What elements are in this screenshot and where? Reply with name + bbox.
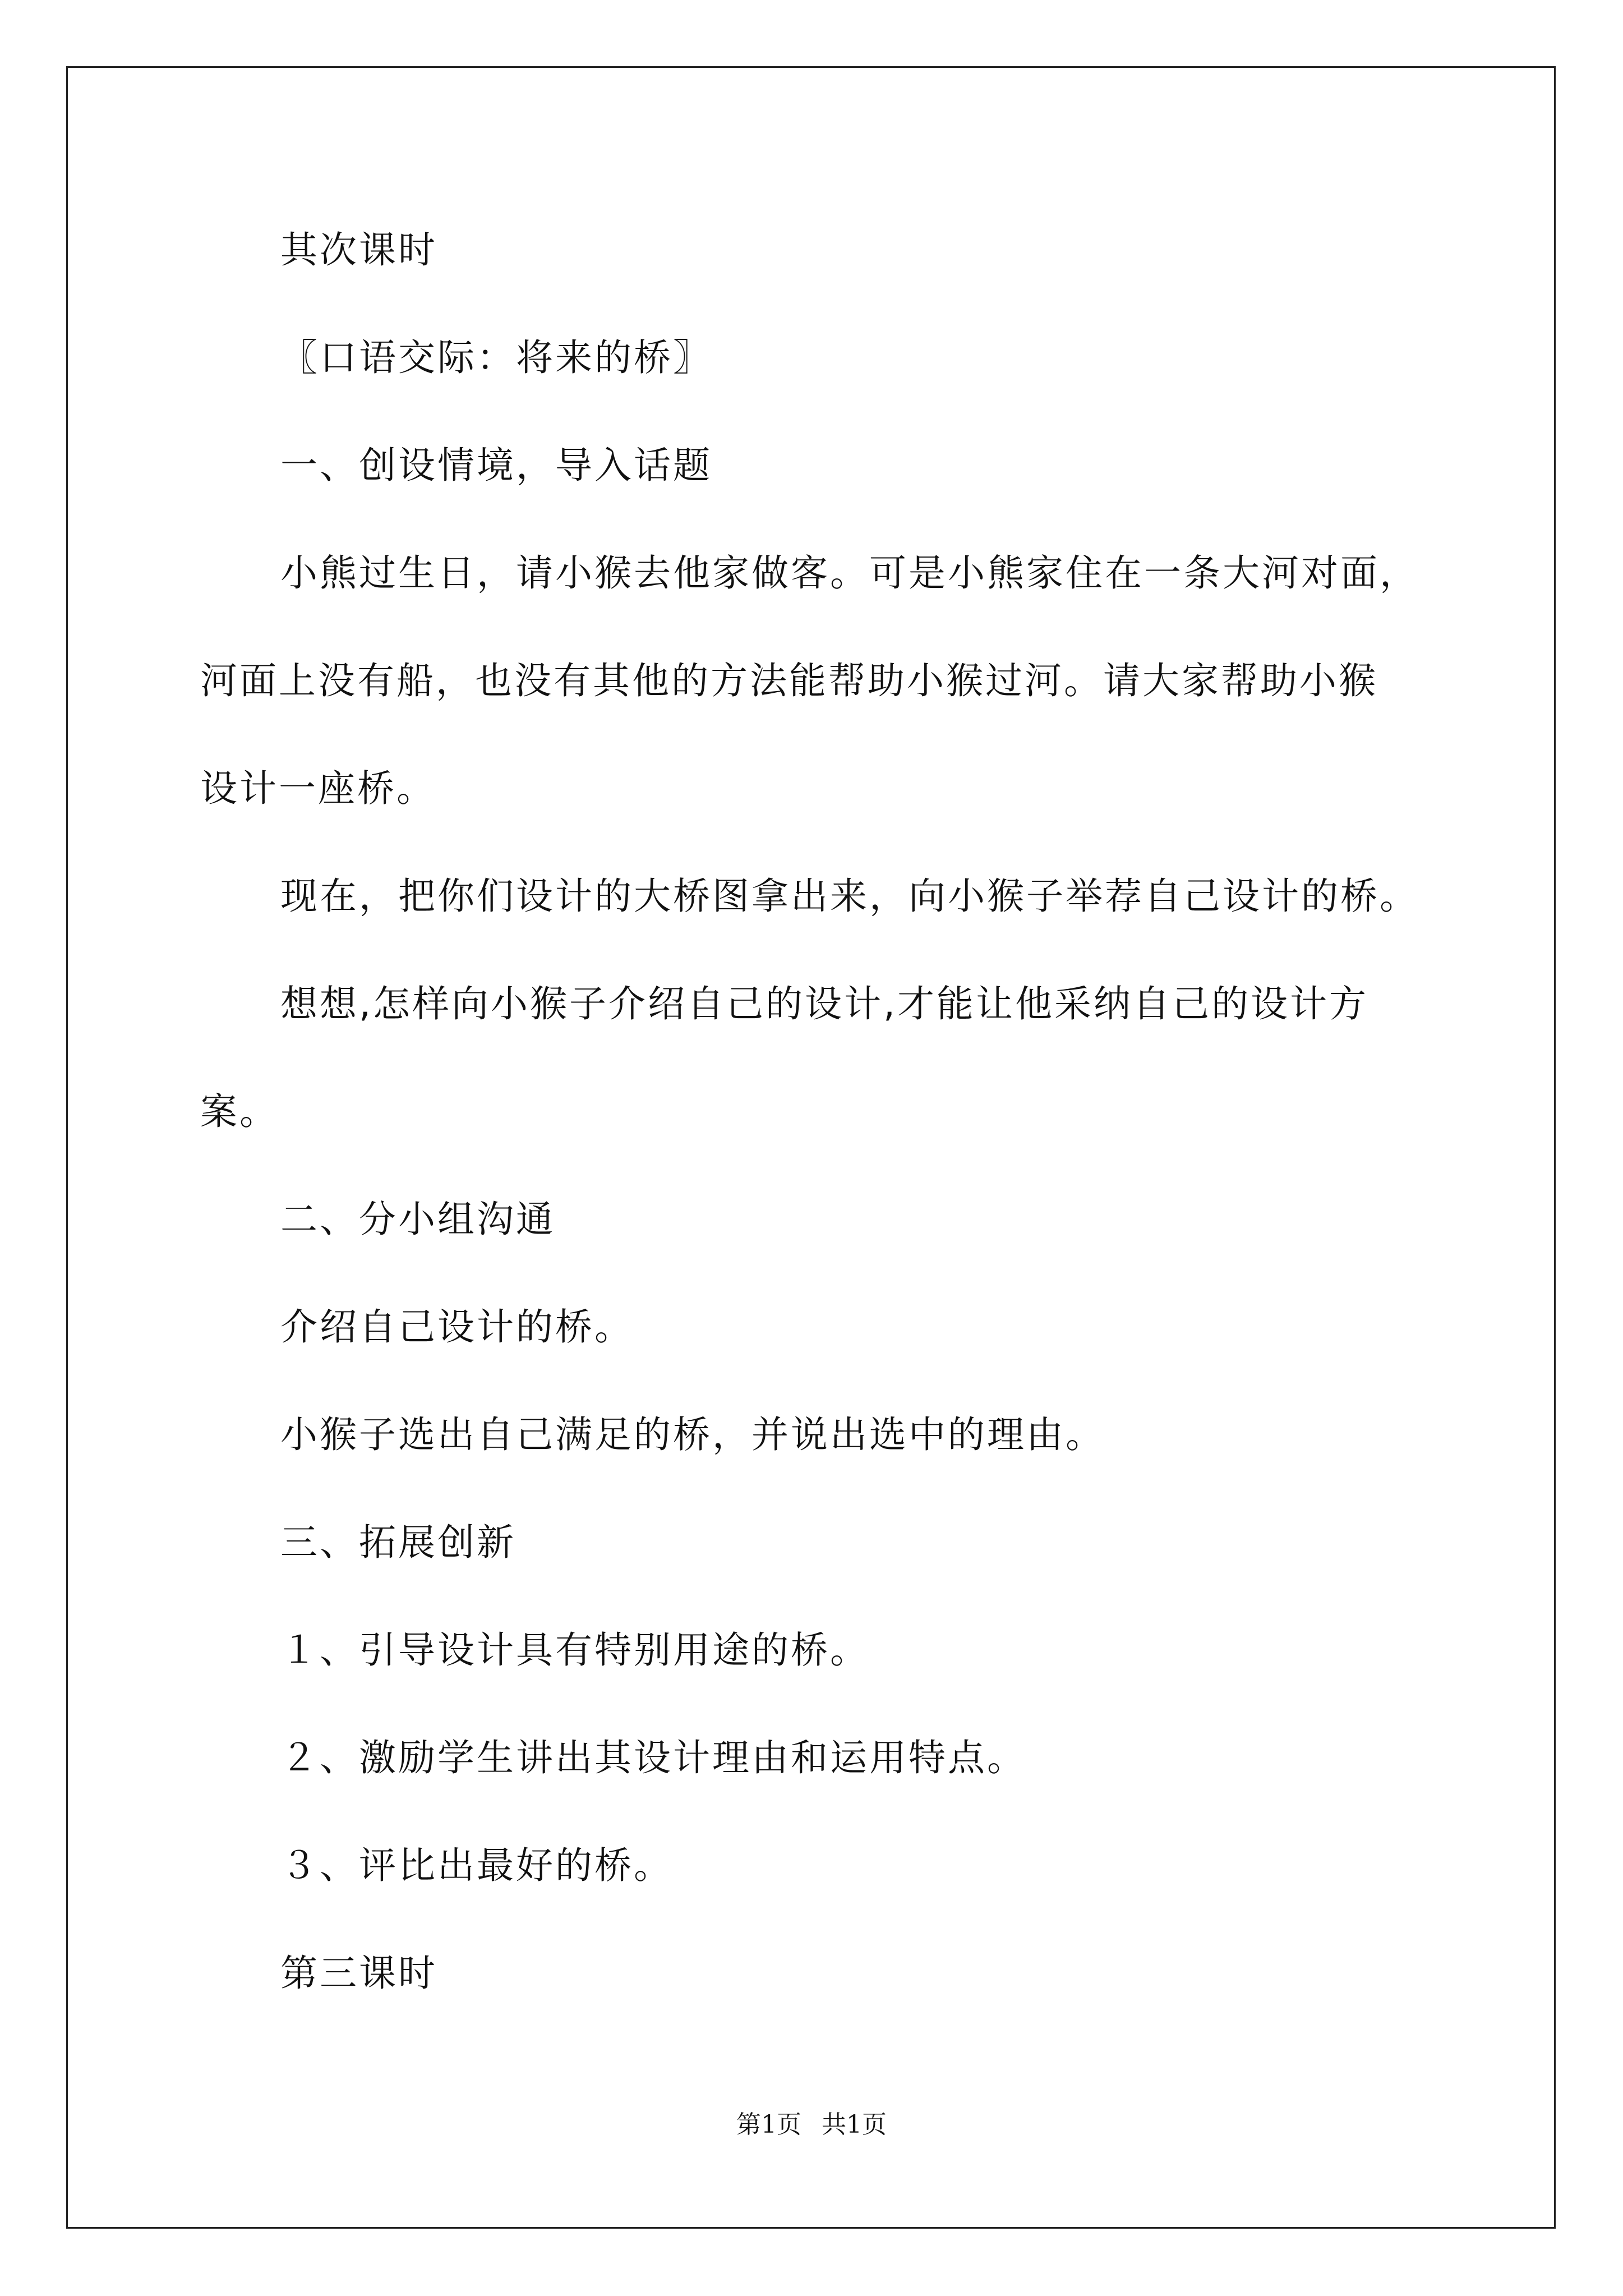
paragraph-line: 介绍自己设计的桥。 (280, 1305, 634, 1349)
section-heading-second-lesson: 其次课时 (280, 228, 437, 272)
paragraph-line: 现在，把你们设计的大桥图拿出来，向小猴子举荐自己设计的桥。 (280, 875, 1419, 918)
paragraph-line: 小猴子选出自己满足的桥，并说出选中的理由。 (280, 1413, 1105, 1456)
list-item: ３、评比出最好的桥。 (280, 1844, 673, 1887)
page-number-total: 共1页 (822, 2110, 887, 2139)
step-heading-1: 一、创设情境，导入话题 (280, 444, 712, 487)
list-item: １、引导设计具有特别用途的桥。 (280, 1628, 869, 1672)
section-heading-third-lesson: 第三课时 (280, 1952, 437, 1995)
paragraph-line: 河面上没有船，也没有其他的方法能帮助小猴过河。请大家帮助小猴 (200, 659, 1378, 702)
page-footer (0, 2110, 1623, 2139)
paragraph-line: 想想,怎样向小猴子介绍自己的设计,才能让他采纳自己的设计方 (280, 982, 1368, 1025)
list-item: ２、激励学生讲出其设计理由和运用特点。 (280, 1736, 1026, 1779)
paragraph-line: 案。 (200, 1090, 279, 1133)
page-number-current: 第1页 (736, 2110, 801, 2139)
topic-heading: 〖口语交际：将来的桥〗 (280, 336, 712, 379)
paragraph-line: 设计一座桥。 (200, 767, 436, 810)
paragraph-line: 小熊过生日，请小猴去他家做客。可是小熊家住在一条大河对面， (280, 551, 1419, 595)
page-border (66, 66, 1556, 2229)
step-heading-2: 二、分小组沟通 (280, 1198, 555, 1241)
step-heading-3: 三、拓展创新 (280, 1521, 516, 1564)
